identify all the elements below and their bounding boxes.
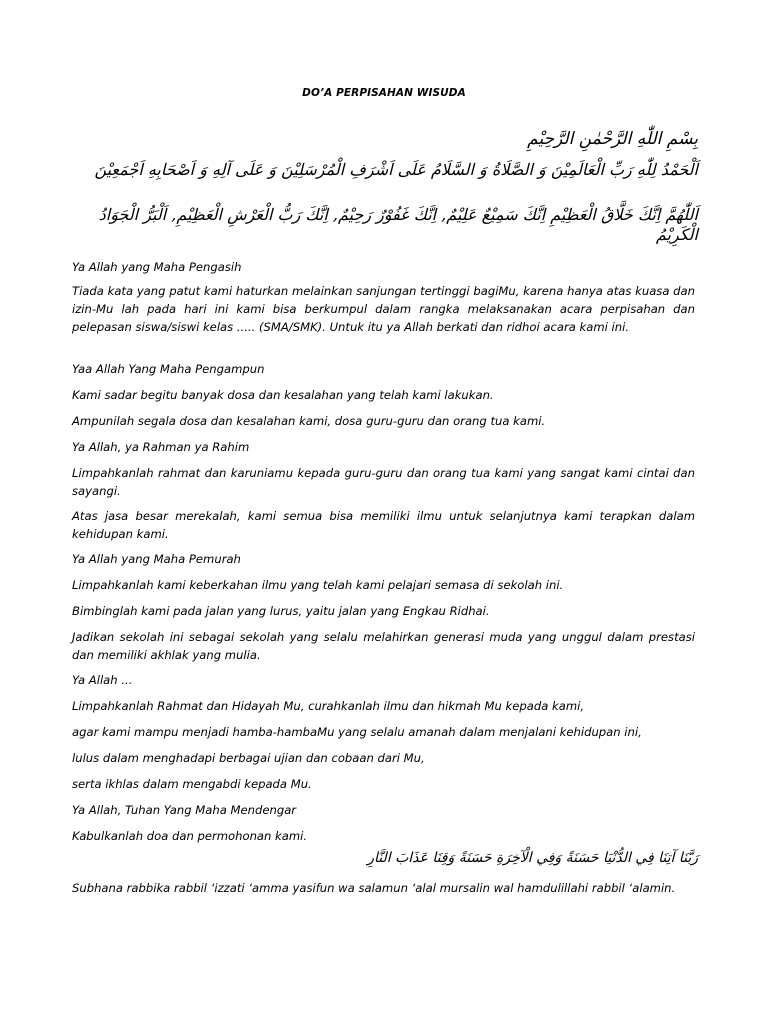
paragraph-15: agar kami mampu menjadi hamba-hambaMu yang selalu amanah dalam menjalani kehidupan ini, [72, 725, 642, 739]
arabic-hamdalah: اَلْحَمْدُ لِلّٰهِ رَبِّ الْعَالَمِيْنَ وَ الصَّلَاةُ وَ السَّلَامُ عَلَى اَشْرَفِ الْمُرْسَلِيْنَ وَ عَلَى آلِهِ وَ اَصْحَابِهِ اَجْمَعِيْنَ [94, 160, 698, 179]
paragraph-6: Ya Allah, ya Rahman ya Rahim [72, 440, 250, 454]
paragraph-18: Ya Allah, Tuhan Yang Maha Mendengar [72, 803, 297, 817]
paragraph-9: Ya Allah yang Maha Pemurah [72, 552, 241, 566]
arabic-basmala: بِسْمِ اللّٰهِ الرَّحْمٰنِ الرَّحِيْمِ [527, 129, 698, 149]
paragraph-19: Kabulkanlah doa dan permohonan kami. [72, 829, 308, 843]
paragraph-1: Ya Allah yang Maha Pengasih [72, 260, 242, 274]
paragraph-3: Yaa Allah Yang Maha Pengampun [72, 362, 265, 376]
arabic-closing-prayer: رَبَّنَا آتِنَا فِي الدُّنْيَا حَسَنَةً وَفِي الْآخِرَةِ حَسَنَةً وَقِنَا عَذَابَ النَّارِ [367, 850, 698, 866]
paragraph-5: Ampunilah segala dosa dan kesalahan kami, dosa guru-guru dan orang tua kami. [72, 414, 546, 428]
paragraph-20: Subhana rabbika rabbil ‘izzati ‘amma yasifun wa salamun ‘alal mursalin wal hamdulillahi rabbil ‘alamin. [72, 881, 676, 895]
paragraph-7: Limpahkanlah rahmat dan karuniamu kepada guru-guru dan orang tua kami yang sangat kami cintai dan sayangi. [72, 466, 695, 498]
document-title: DO’A PERPISAHAN WISUDA [302, 87, 466, 99]
paragraph-17: serta ikhlas dalam mengabdi kepada Mu. [72, 777, 312, 791]
paragraph-14: Limpahkanlah Rahmat dan Hidayah Mu, curahkanlah ilmu dan hikmah Mu kepada kami, [72, 699, 585, 713]
paragraph-8: Atas jasa besar merekalah, kami semua bisa memiliki ilmu untuk selanjutnya kami terapkan dalam kehidupan kami. [72, 509, 695, 541]
paragraph-13: Ya Allah ... [72, 673, 133, 687]
paragraph-16: lulus dalam menghadapi berbagai ujian dan cobaan dari Mu, [72, 751, 425, 765]
arabic-opening-prayer: اَللّٰهُمَّ اِنَّكَ خَلَّاقُ الْعَظِيْمِ اِنَّكَ سَمِيْعٌ عَلِيْمٌ, اِنَّكَ غَفُوْرٌ رَحِيْمٌ, اِنَّكَ رَبُّ الْعَرْشِ الْعَظِيْمِ, اَلْبَرُّ الْجَوَادُ الْكَرِيْمُ [98, 205, 698, 244]
paragraph-2: Tiada kata yang patut kami haturkan melainkan sanjungan tertinggi bagiMu, karena hanya atas kuasa dan izin-Mu lah pada hari ini kami bisa berkumpul dalam rangka melaksanakan acara perpisahan dan pelepasan siswa/siswi kelas ..... (SMA/SMK). Untuk itu ya Allah berkati dan ridhoi acara kami ini. [72, 284, 695, 334]
paragraph-11: Bimbinglah kami pada jalan yang lurus, yaitu jalan yang Engkau Ridhai. [72, 604, 490, 618]
paragraph-10: Limpahkanlah kami keberkahan ilmu yang telah kami pelajari semasa di sekolah ini. [72, 578, 564, 592]
paragraph-4: Kami sadar begitu banyak dosa dan kesalahan yang telah kami lakukan. [72, 388, 494, 402]
paragraph-12: Jadikan sekolah ini sebagai sekolah yang selalu melahirkan generasi muda yang unggul dalam prestasi dan memiliki akhlak yang mulia. [72, 630, 695, 662]
